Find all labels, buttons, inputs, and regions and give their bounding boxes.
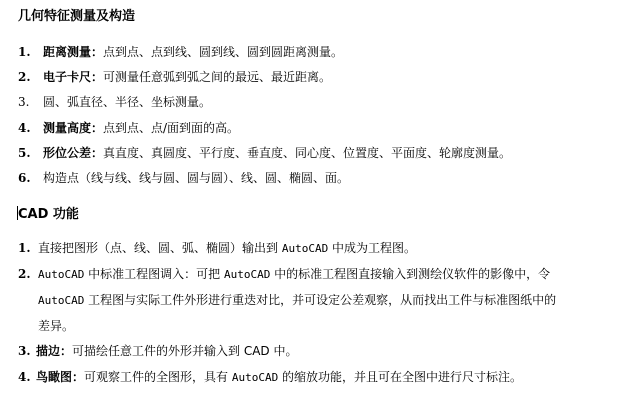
item-text: 中标准工程图调入：可把 xyxy=(84,267,224,281)
item-term: 鸟瞰图： xyxy=(36,370,85,384)
item-text: 点到点、点/面到面的高。 xyxy=(103,121,240,135)
item-number: 1. xyxy=(18,45,31,59)
item-text: 点到点、点到线、圆到线、圆到圆距离测量。 xyxy=(103,45,344,59)
list-item-caliper xyxy=(18,69,331,85)
item-number: 1. xyxy=(18,241,31,255)
item-text: 圆、弧直径、半径、坐标测量。 xyxy=(43,95,212,109)
list-item-cad-export xyxy=(18,240,416,257)
item-term: 描边： xyxy=(36,344,73,358)
item-text: 中的标准工程图直接输入到测绘仪软件的影像中，令 xyxy=(270,267,551,281)
list-item-diameter xyxy=(18,94,211,110)
item-text-pre: 直接把图形（点、线、圆、弧、椭圆）输出到 xyxy=(38,241,282,255)
item-text-pre: 可观察工件的全图形，具有 xyxy=(84,370,232,384)
item-number: 5. xyxy=(18,146,31,160)
item-text: 可测量任意弧到弧之间的最远、最近距离。 xyxy=(103,70,332,84)
item-number: 3. xyxy=(18,344,31,358)
item-text: 可描绘任意工件的外形并输入到 CAD 中。 xyxy=(72,344,298,358)
list-item-trace xyxy=(18,343,297,359)
item-text: 真直度、真圆度、平行度、垂直度、同心度、位置度、平面度、轮廓度测量。 xyxy=(103,146,512,160)
section-title-cad-text: CAD 功能 xyxy=(18,207,79,222)
item-text-post: 的缩放功能，并且可在全图中进行尺寸标注。 xyxy=(278,370,523,384)
list-item-tolerance xyxy=(18,145,511,161)
item-term: 电子卡尺： xyxy=(43,70,104,84)
item-term: 形位公差： xyxy=(43,146,104,160)
item-brand: AutoCAD xyxy=(38,268,85,281)
list-item-cad-import xyxy=(18,266,550,283)
item-number: 2. xyxy=(18,267,31,281)
item-text: 工程图与实际工件外形进行重迭对比，并可设定公差观察，从而找出工件与标准图纸中的 xyxy=(84,293,557,307)
item-brand: AutoCAD xyxy=(281,242,329,255)
section-title-cad xyxy=(17,206,79,223)
item-term: 测量高度： xyxy=(43,121,104,135)
list-item-height xyxy=(18,120,239,136)
list-item-cad-import-line3: 差异。 xyxy=(38,319,75,333)
item-number: 3. xyxy=(18,95,30,109)
item-term: 距离测量： xyxy=(43,45,104,59)
item-text-post: 中成为工程图。 xyxy=(328,241,417,255)
item-number: 4. xyxy=(18,121,31,135)
item-number: 6. xyxy=(18,171,31,185)
list-item-birdseye xyxy=(18,369,522,386)
list-item-construct xyxy=(18,170,349,186)
list-item-cad-import-line2 xyxy=(38,292,556,309)
item-brand: AutoCAD xyxy=(224,268,271,281)
list-item-distance xyxy=(18,44,343,60)
item-number: 4. xyxy=(18,370,31,384)
item-brand: AutoCAD xyxy=(38,294,85,307)
section-title-geometry: 几何特征测量及构造 xyxy=(18,9,136,24)
item-number: 2. xyxy=(18,70,31,84)
item-text: 构造点（线与线、线与圆、圆与圆）、线、圆、椭圆、面。 xyxy=(43,171,350,185)
item-brand: AutoCAD xyxy=(231,371,279,384)
